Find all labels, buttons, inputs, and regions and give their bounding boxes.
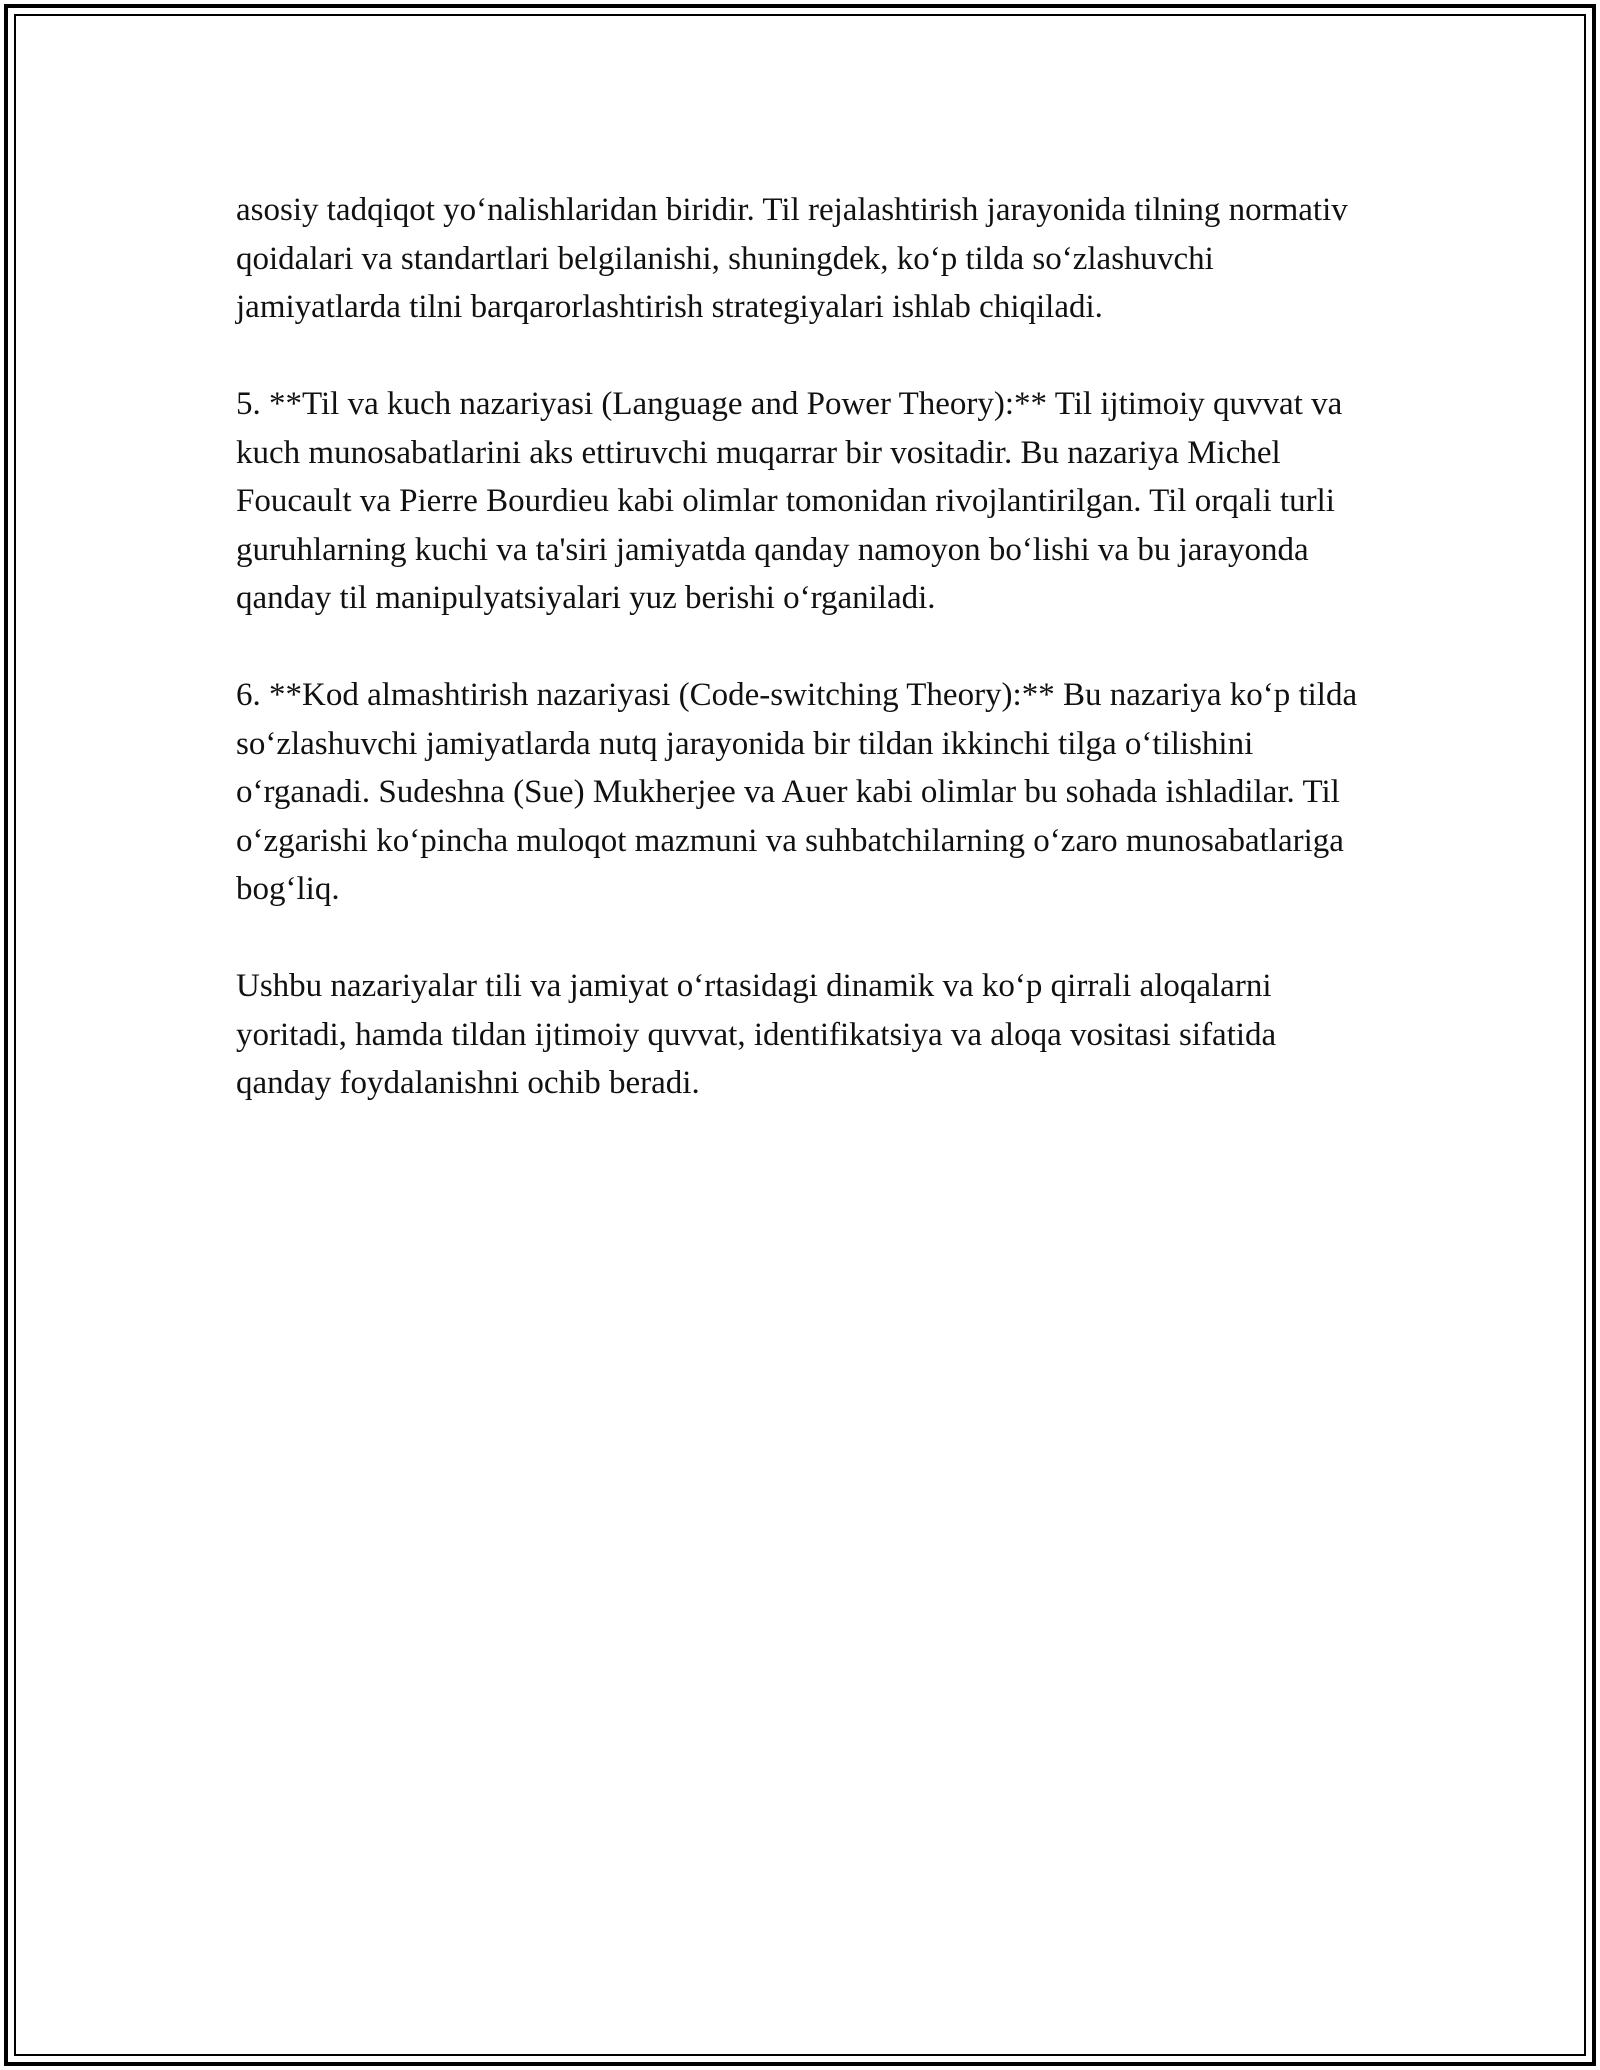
paragraph-continuation: asosiy tadqiqot yoʻnalishlaridan biridir. Til rejalashtirish jarayonida tilning normativ qoidalari va standartlari belgilanishi, shuningdek, koʻp tilda soʻzlashuvchi jamiyatlarda tilni barqarorlashtirish strategiyalari ishlab chiqiladi. xyxy=(236,192,1348,325)
paragraph-conclusion: Ushbu nazariyalar tili va jamiyat oʻrtasidagi dinamik va koʻp qirrali aloqalarni yoritadi, hamda tildan ijtimoiy quvvat, identifikatsiya va aloqa vositasi sifatida qanday foydalanishni ochib beradi. xyxy=(236,968,1277,1101)
paragraph-language-power-theory: 5. **Til va kuch nazariyasi (Language and Power Theory):** Til ijtimoiy quvvat va kuch munosabatlarini aks ettiruvchi muqarrar bir vositadir. Bu nazariya Michel Foucault va Pierre Bourdieu kabi olimlar tomonidan rivojlantirilgan. Til orqali turli guruhlarning kuchi va ta'siri jamiyatda qanday namoyon boʻlishi va bu jarayonda qanday til manipulyatsiyalari yuz berishi oʻrganiladi. xyxy=(236,386,1343,616)
paragraph-code-switching-theory: 6. **Kod almashtirish nazariyasi (Code-switching Theory):** Bu nazariya koʻp tilda soʻzlashuvchi jamiyatlarda nutq jarayonida bir tildan ikkinchi tilga oʻtilishini oʻrganadi. Sudeshna (Sue) Mukherjee va Auer kabi olimlar bu sohada ishladilar. Til oʻzgarishi koʻpincha muloqot mazmuni va suhbatchilarning oʻzaro munosabatlariga bogʻliq. xyxy=(236,677,1358,907)
document-body xyxy=(236,186,1376,1156)
